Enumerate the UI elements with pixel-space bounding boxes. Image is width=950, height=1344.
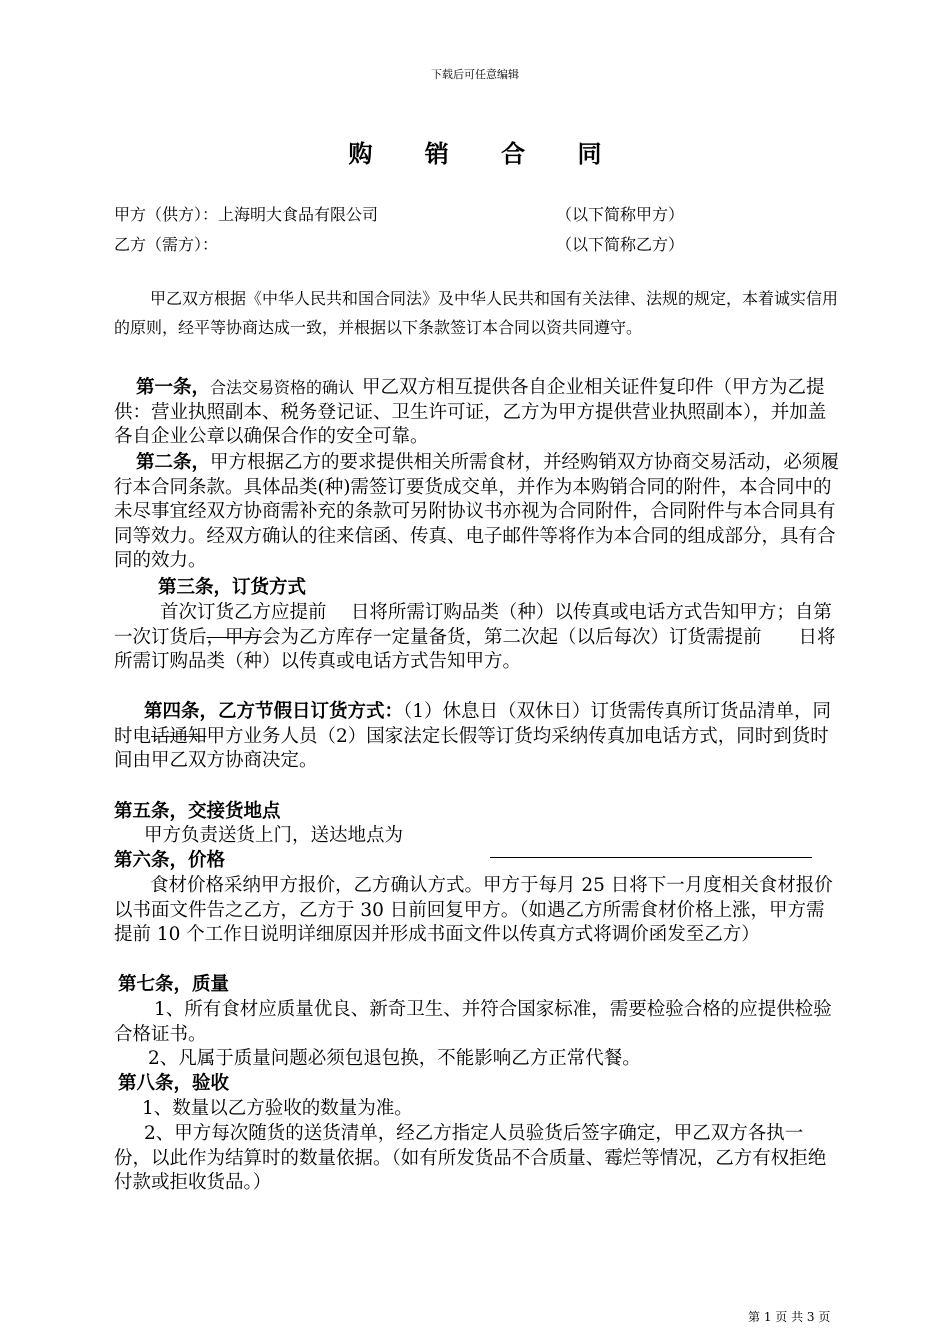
article-1 (114, 376, 840, 450)
party-b-alias: （以下简称乙方） (556, 235, 685, 254)
article-8-item-2 (114, 1122, 840, 1196)
article-3-text-part1: 首次订货乙方应提前 日将所需订购品类（种）以传真或电话方式告知甲方；自第一次订货后 (114, 602, 832, 648)
intro-paragraph: 甲乙双方根据《中华人民共和国合同法》及中华人民共和国有关法律、法规的规定，本着诚实信用的原则，经平等协商达成一致，并根据以下条款签订本合同以资共同遵守。 (114, 289, 839, 337)
article-4-text-part1: （1）休息日（双休日）订货需传真所订货品清单，同时电 (114, 701, 832, 747)
article-8-item-2-text: 2、甲方每次随货的送货清单，经乙方指定人员验货后签字确定，甲乙双方各执一份，以此作为结算时的数量依据。（如有所发货品不合质量、霉烂等情况，乙方有权拒绝付款或拒收货品。） (114, 1123, 827, 1193)
article-7-heading: 第七条，质量 (118, 974, 230, 995)
article-2-text: 甲方根据乙方的要求提供相关所需食材，并经购销双方协商交易活动，必须履行本合同条款。具体品类(种)需签订要货成交单，并作为本购销合同的附件，本合同中的未尽事宜经双方协商需补充的条款可另附协议书亦视为合同附件，合同附件与本合同具有同等效力。经双方确认的往来信函、传真、电子邮件等将作为本合同的组成部分，具有合同的效力。 (114, 452, 840, 571)
party-a-label: 甲方（供方）：上海明大食品有限公司 (114, 205, 379, 224)
article-6-text-content: 食材价格采纳甲方报价，乙方确认方式。甲方于每月 25 日将下一月度相关食材报价以书面文件告之乙方，乙方于 30 日前回复甲方。（如遇乙方所需食材价格上涨，甲方需提前 10 个工作日说明详细原因并形成书面文件以传真方式将调价函发至乙方） (114, 875, 833, 945)
article-4-heading: 第四条，乙方节假日订货方式： (144, 701, 404, 722)
article-1-heading: 第一条， (136, 377, 211, 398)
article-3-text (114, 601, 840, 675)
party-b-label: 乙方（需方）： (114, 235, 219, 254)
article-4-text-part2: 甲方业务人员（2）国家法定长假等订货均采纳传真加电话方式，同时到货时间由甲乙双方协商决定。 (114, 725, 829, 771)
delivery-address-blank-line (490, 857, 812, 858)
article-4 (114, 700, 840, 774)
article-8-item-1: 1、数量以乙方验收的数量为准。 (142, 1098, 413, 1119)
article-5-heading: 第五条，交接货地点 (114, 801, 281, 822)
article-4-struck-text: 话通知 (151, 725, 207, 747)
article-1-text: 甲乙双方相互提供各自企业相关证件复印件（甲方为乙提供：营业执照副本、税务登记证、卫生许可证，乙方为甲方提供营业执照副本），并加盖各自企业公章以确保合作的安全可靠。 (114, 377, 827, 447)
article-7-item-1-text: 1、所有食材应质量优良、新奇卫生、并符合国家标准，需要检验合格的应提供检验合格证书。 (114, 999, 832, 1045)
article-3-heading: 第三条，订货方式 (158, 577, 307, 598)
page-header-note: 下载后可任意编辑 (431, 68, 519, 81)
article-5-text: 甲方负责送货上门，送达地点为 (144, 825, 404, 846)
article-6-text (114, 874, 840, 948)
article-2-heading: 第二条， (136, 452, 211, 473)
party-a-alias: （以下简称甲方） (556, 205, 685, 224)
article-6-heading: 第六条，价格 (114, 850, 226, 871)
contract-title: 购 销 合 同 (348, 139, 624, 168)
page-number-footer: 第 1 页 共 3 页 (748, 1310, 831, 1324)
article-1-subheading: 合法交易资格的确认 (210, 378, 355, 397)
article-7-item-2: 2、凡属于质量问题必须包退包换，不能影响乙方正常代餐。 (148, 1048, 641, 1069)
article-8-heading: 第八条，验收 (118, 1073, 230, 1094)
article-3-text-part2: 会为乙方库存一定量备货，第二次起（以后每次）订货需提前 日将所需订购品类（种）以传真或电话方式告知甲方。 (114, 626, 836, 672)
article-3-struck-text: ，甲方 (206, 626, 263, 648)
article-2 (114, 451, 840, 574)
article-7-item-1 (114, 998, 840, 1047)
